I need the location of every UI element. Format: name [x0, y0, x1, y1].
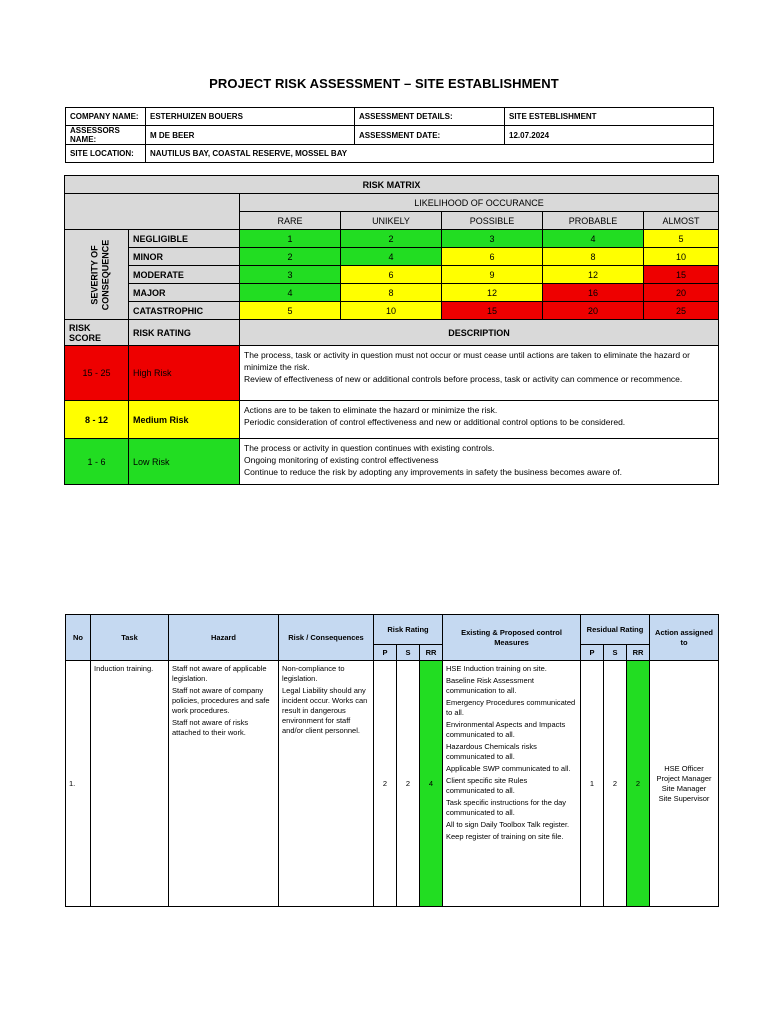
task-assessment-table	[65, 614, 719, 907]
likelihood-header: PROBABLE	[543, 212, 644, 230]
assessors-label: ASSESSORS NAME:	[66, 126, 146, 145]
rr-header: RR	[420, 645, 443, 661]
controls-cell	[443, 661, 581, 907]
document-title: PROJECT RISK ASSESSMENT – SITE ESTABLISHMENT	[209, 76, 559, 91]
risk-rating-header: RISK RATING	[129, 320, 240, 346]
severity-row-label: NEGLIGIBLE	[129, 230, 240, 248]
likelihood-header: ALMOST	[644, 212, 719, 230]
likelihood-label: LIKELIHOOD OF OCCURANCE	[240, 194, 719, 212]
no-header: No	[66, 615, 91, 661]
likelihood-header: UNIKELY	[341, 212, 442, 230]
likelihood-header: POSSIBLE	[442, 212, 543, 230]
description-header: DESCRIPTION	[240, 320, 719, 346]
risk-rating-header: Risk Rating	[374, 615, 443, 645]
details-label: ASSESSMENT DETAILS:	[355, 108, 505, 126]
risk-matrix-title: RISK MATRIX	[65, 176, 719, 194]
p-header: P	[374, 645, 397, 661]
risk-consequences-header: Risk / Consequences	[279, 615, 374, 661]
risk-rating-low: Low Risk	[129, 439, 240, 485]
severity-row-label: CATASTROPHIC	[129, 302, 240, 320]
action-line: Project Manager	[656, 773, 712, 783]
risk-score-high: 15 - 25	[65, 346, 129, 401]
severity-label	[65, 230, 129, 320]
matrix-cell: 3	[442, 230, 543, 248]
control-line: HSE Induction training on site.	[446, 664, 547, 673]
s-value: 2	[397, 661, 420, 907]
action-cell	[650, 661, 719, 907]
matrix-cell: 6	[341, 266, 442, 284]
hazard-line: Staff not aware of company policies, procedures and safe work procedures.	[172, 686, 270, 715]
action-line: Site Manager	[661, 783, 707, 793]
control-line: Task specific instructions for the day communicated to all.	[446, 798, 567, 817]
hazard-line: Staff not aware of risks attached to their work.	[172, 718, 249, 737]
matrix-cell: 5	[644, 230, 719, 248]
residual-s-value: 2	[604, 661, 627, 907]
control-line: Environmental Aspects and Impacts communicated to all.	[446, 720, 566, 739]
matrix-cell: 4	[543, 230, 644, 248]
company-value: ESTERHUIZEN BOUERS	[146, 108, 355, 126]
description-line: The process, task or activity in question must not occur or must cease until actions are taken to eliminate the hazard or minimize the risk.	[244, 350, 690, 372]
description-line: Review of effectiveness of new or additional controls before process, task or activity can commence or recommence.	[244, 374, 683, 384]
control-measures-header: Existing & Proposed control Measures	[443, 615, 581, 661]
matrix-cell: 2	[240, 248, 341, 266]
severity-line: SEVERITY OF	[89, 244, 100, 305]
residual-p-value: 1	[581, 661, 604, 907]
risk-line: Legal Liability should any incident occur. Works can result in dangerous environment for staff and/or client personnel.	[282, 686, 368, 735]
location-value: NAUTILUS BAY, COASTAL RESERVE, MOSSEL BAY	[146, 145, 714, 163]
residual-rr-header: RR	[627, 645, 650, 661]
matrix-cell: 20	[644, 284, 719, 302]
description-line: Continue to reduce the risk by adopting any improvements in safety the business becomes aware of.	[244, 467, 622, 477]
matrix-cell: 3	[240, 266, 341, 284]
severity-row-label: MINOR	[129, 248, 240, 266]
control-line: Hazardous Chemicals risks communicated to all.	[446, 742, 537, 761]
description-line: Ongoing monitoring of existing control effectiveness	[244, 455, 439, 465]
action-line: HSE Officer	[664, 763, 704, 773]
matrix-cell: 10	[341, 302, 442, 320]
company-label: COMPANY NAME:	[66, 108, 146, 126]
matrix-cell: 12	[442, 284, 543, 302]
matrix-cell: 6	[442, 248, 543, 266]
matrix-corner	[65, 194, 240, 230]
control-line: Keep register of training on site file.	[446, 832, 564, 841]
matrix-cell: 2	[341, 230, 442, 248]
risk-score-low: 1 - 6	[65, 439, 129, 485]
description-line: The process or activity in question continues with existing controls.	[244, 443, 495, 453]
risk-score-medium: 8 - 12	[65, 401, 129, 439]
action-line: Site Supervisor	[658, 793, 710, 803]
matrix-cell: 8	[543, 248, 644, 266]
date-value: 12.07.2024	[505, 126, 714, 145]
risk-matrix-table	[64, 175, 719, 485]
matrix-cell: 16	[543, 284, 644, 302]
table-row	[66, 661, 719, 907]
hazard-line: Staff not aware of applicable legislation.	[172, 664, 267, 683]
matrix-cell: 4	[341, 248, 442, 266]
task-header: Task	[91, 615, 169, 661]
rr-value: 4	[420, 661, 443, 907]
description-medium	[240, 401, 719, 439]
risk-score-header: RISK SCORE	[65, 320, 129, 346]
assessors-value: M DE BEER	[146, 126, 355, 145]
matrix-cell: 1	[240, 230, 341, 248]
risk-rating-high: High Risk	[129, 346, 240, 401]
residual-s-header: S	[604, 645, 627, 661]
severity-row-label: MAJOR	[129, 284, 240, 302]
row-number: 1.	[66, 661, 91, 907]
description-line: Periodic consideration of control effectiveness and new or additional control options to be considered.	[244, 417, 626, 427]
risk-rating-medium: Medium Risk	[129, 401, 240, 439]
residual-rr-value: 2	[627, 661, 650, 907]
description-high	[240, 346, 719, 401]
assessment-info-table	[65, 107, 714, 163]
location-label: SITE LOCATION:	[66, 145, 146, 163]
control-line: Baseline Risk Assessment communication to all.	[446, 676, 534, 695]
details-value: SITE ESTEBLISHMENT	[505, 108, 714, 126]
matrix-cell: 5	[240, 302, 341, 320]
control-line: Applicable SWP communicated to all.	[446, 764, 571, 773]
matrix-cell: 10	[644, 248, 719, 266]
p-value: 2	[374, 661, 397, 907]
matrix-cell: 25	[644, 302, 719, 320]
control-line: Emergency Procedures communicated to all.	[446, 698, 576, 717]
control-line: Client specific site Rules communicated to all.	[446, 776, 528, 795]
matrix-cell: 12	[543, 266, 644, 284]
matrix-cell: 20	[543, 302, 644, 320]
description-low	[240, 439, 719, 485]
action-assigned-header: Action assigned to	[650, 615, 719, 661]
hazard-cell	[169, 661, 279, 907]
matrix-cell: 9	[442, 266, 543, 284]
hazard-header: Hazard	[169, 615, 279, 661]
date-label: ASSESSMENT DATE:	[355, 126, 505, 145]
task-cell: Induction training.	[91, 661, 169, 907]
residual-rating-header: Residual Rating	[581, 615, 650, 645]
severity-row-label: MODERATE	[129, 266, 240, 284]
control-line: All to sign Daily Toolbox Talk register.	[446, 820, 570, 829]
description-line: Actions are to be taken to eliminate the hazard or minimize the risk.	[244, 405, 498, 415]
residual-p-header: P	[581, 645, 604, 661]
risk-line: Non-compliance to legislation.	[282, 664, 345, 683]
s-header: S	[397, 645, 420, 661]
severity-line: CONSEQUENCE	[100, 239, 111, 310]
matrix-cell: 8	[341, 284, 442, 302]
matrix-cell: 15	[644, 266, 719, 284]
risk-cell	[279, 661, 374, 907]
matrix-cell: 4	[240, 284, 341, 302]
matrix-cell: 15	[442, 302, 543, 320]
likelihood-header: RARE	[240, 212, 341, 230]
